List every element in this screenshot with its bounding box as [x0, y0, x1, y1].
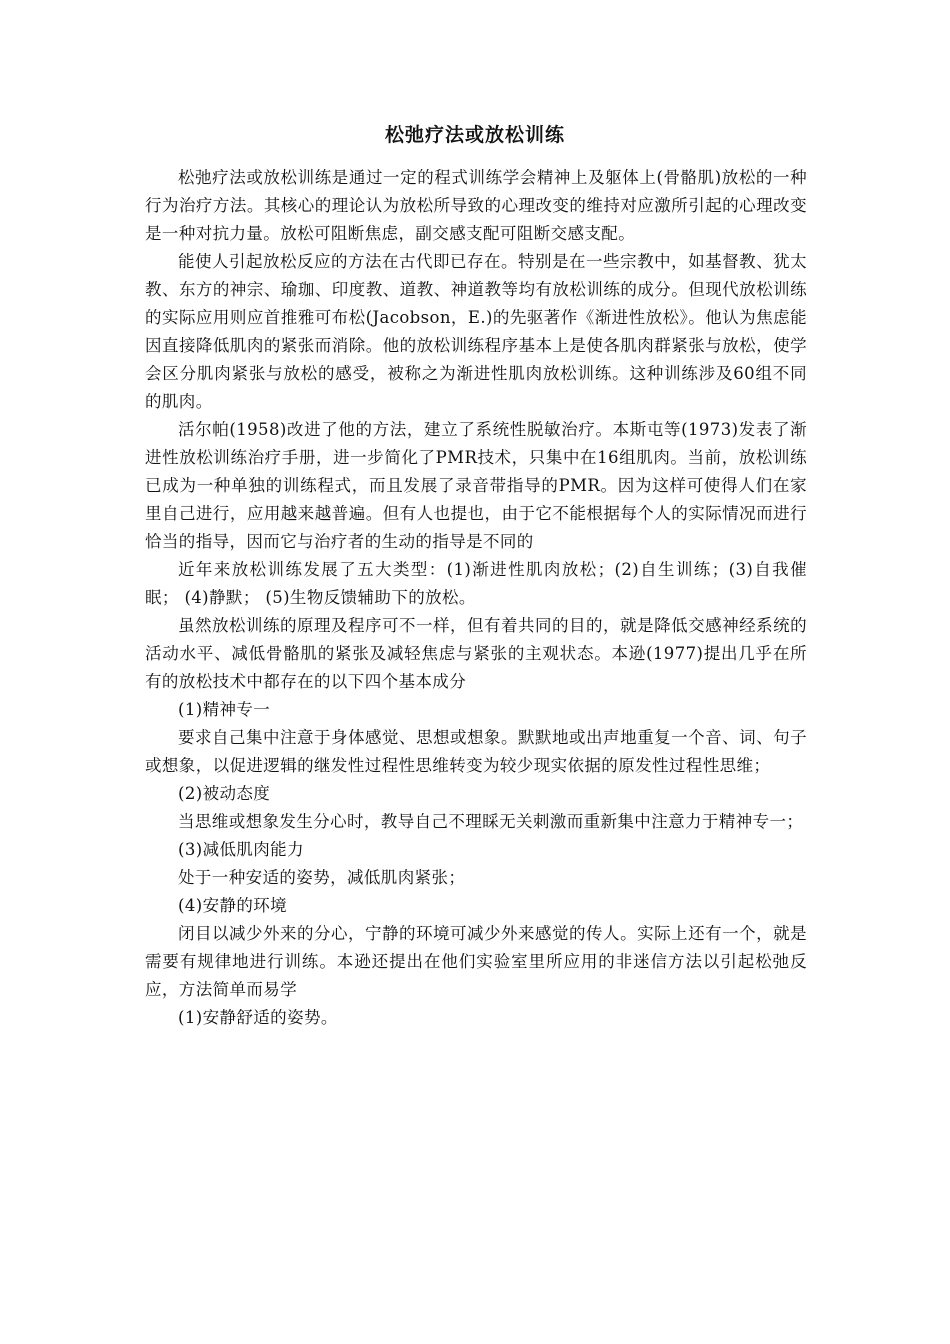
document-body: [145, 164, 807, 1032]
paragraph-types: 近年来放松训练发展了五大类型：(1)渐进性肌肉放松；(2)自生训练；(3)自我催眠； (4)静默； (5)生物反馈辅助下的放松。: [145, 560, 807, 607]
paragraph-principles: 虽然放松训练的原理及程序可不一样，但有着共同的目的，就是降低交感神经系统的活动水平、减低骨骼肌的紧张及减轻焦虑与紧张的主观状态。本逊(1977)提出几乎在所有的放松技术中都存在的以下四个基本成分: [145, 616, 807, 691]
paragraph-development: 活尔帕(1958)改进了他的方法，建立了系统性脱敏治疗。本斯屯等(1973)发表了渐进性放松训练治疗手册，进一步简化了PMR技术，只集中在16组肌肉。当前，放松训练已成为一种单独的训练程式，而且发展了录音带指导的PMR。因为这样可使得人们在家里自己进行，应用越来越普遍。但有人也提也，由于它不能根据每个人的实际情况而进行恰当的指导，因而它与治疗者的生动的指导是不同的: [145, 420, 807, 551]
paragraph-intro: 松弛疗法或放松训练是通过一定的程式训练学会精神上及躯体上(骨骼肌)放松的一种行为治疗方法。其核心的理论认为放松所导致的心理改变的维持对应激所引起的心理改变是一种对抗力量。放松可阻断焦虑，副交感支配可阻断交感支配。: [145, 168, 807, 243]
heading-reduce-muscle: (3)减低肌肉能力: [178, 840, 304, 859]
heading-passive-attitude: (2)被动态度: [178, 784, 271, 803]
heading-mental-focus: (1)精神专一: [178, 700, 271, 719]
paragraph-mental-focus: 要求自己集中注意于身体感觉、思想或想象。默默地或出声地重复一个音、词、句子或想象，以促进逻辑的继发性过程性思维转变为较少现实依据的原发性过程性思维；: [145, 728, 807, 775]
paragraph-reduce-muscle: 处于一种安适的姿势，减低肌肉紧张；: [178, 868, 466, 887]
paragraph-quiet-environment: 闭目以减少外来的分心，宁静的环境可减少外来感觉的传人。实际上还有一个，就是需要有规律地进行训练。本逊还提出在他们实验室里所应用的非迷信方法以引起松弛反应，方法简单而易学: [145, 924, 807, 999]
paragraph-history: 能使人引起放松反应的方法在古代即已存在。特别是在一些宗教中，如基督教、犹太教、东方的神宗、瑜珈、印度教、道教、神道教等均有放松训练的成分。但现代放松训练的实际应用则应首推雅可布松(Jacobson，E.)的先驱著作《渐进性放松》。他认为焦虑能因直接降低肌肉的紧张而消除。他的放松训练程序基本上是使各肌肉群紧张与放松，使学会区分肌肉紧张与放松的感受，被称之为渐进性肌肉放松训练。这种训练涉及60组不同的肌肉。: [145, 252, 807, 411]
paragraph-passive-attitude: 当思维或想象发生分心时，教导自己不理睬无关刺激而重新集中注意力于精神专一；: [178, 812, 804, 831]
heading-quiet-environment: (4)安静的环境: [178, 896, 288, 915]
list-item-posture: (1)安静舒适的姿势。: [178, 1008, 338, 1027]
page-title: 松弛疗法或放松训练: [384, 124, 565, 146]
